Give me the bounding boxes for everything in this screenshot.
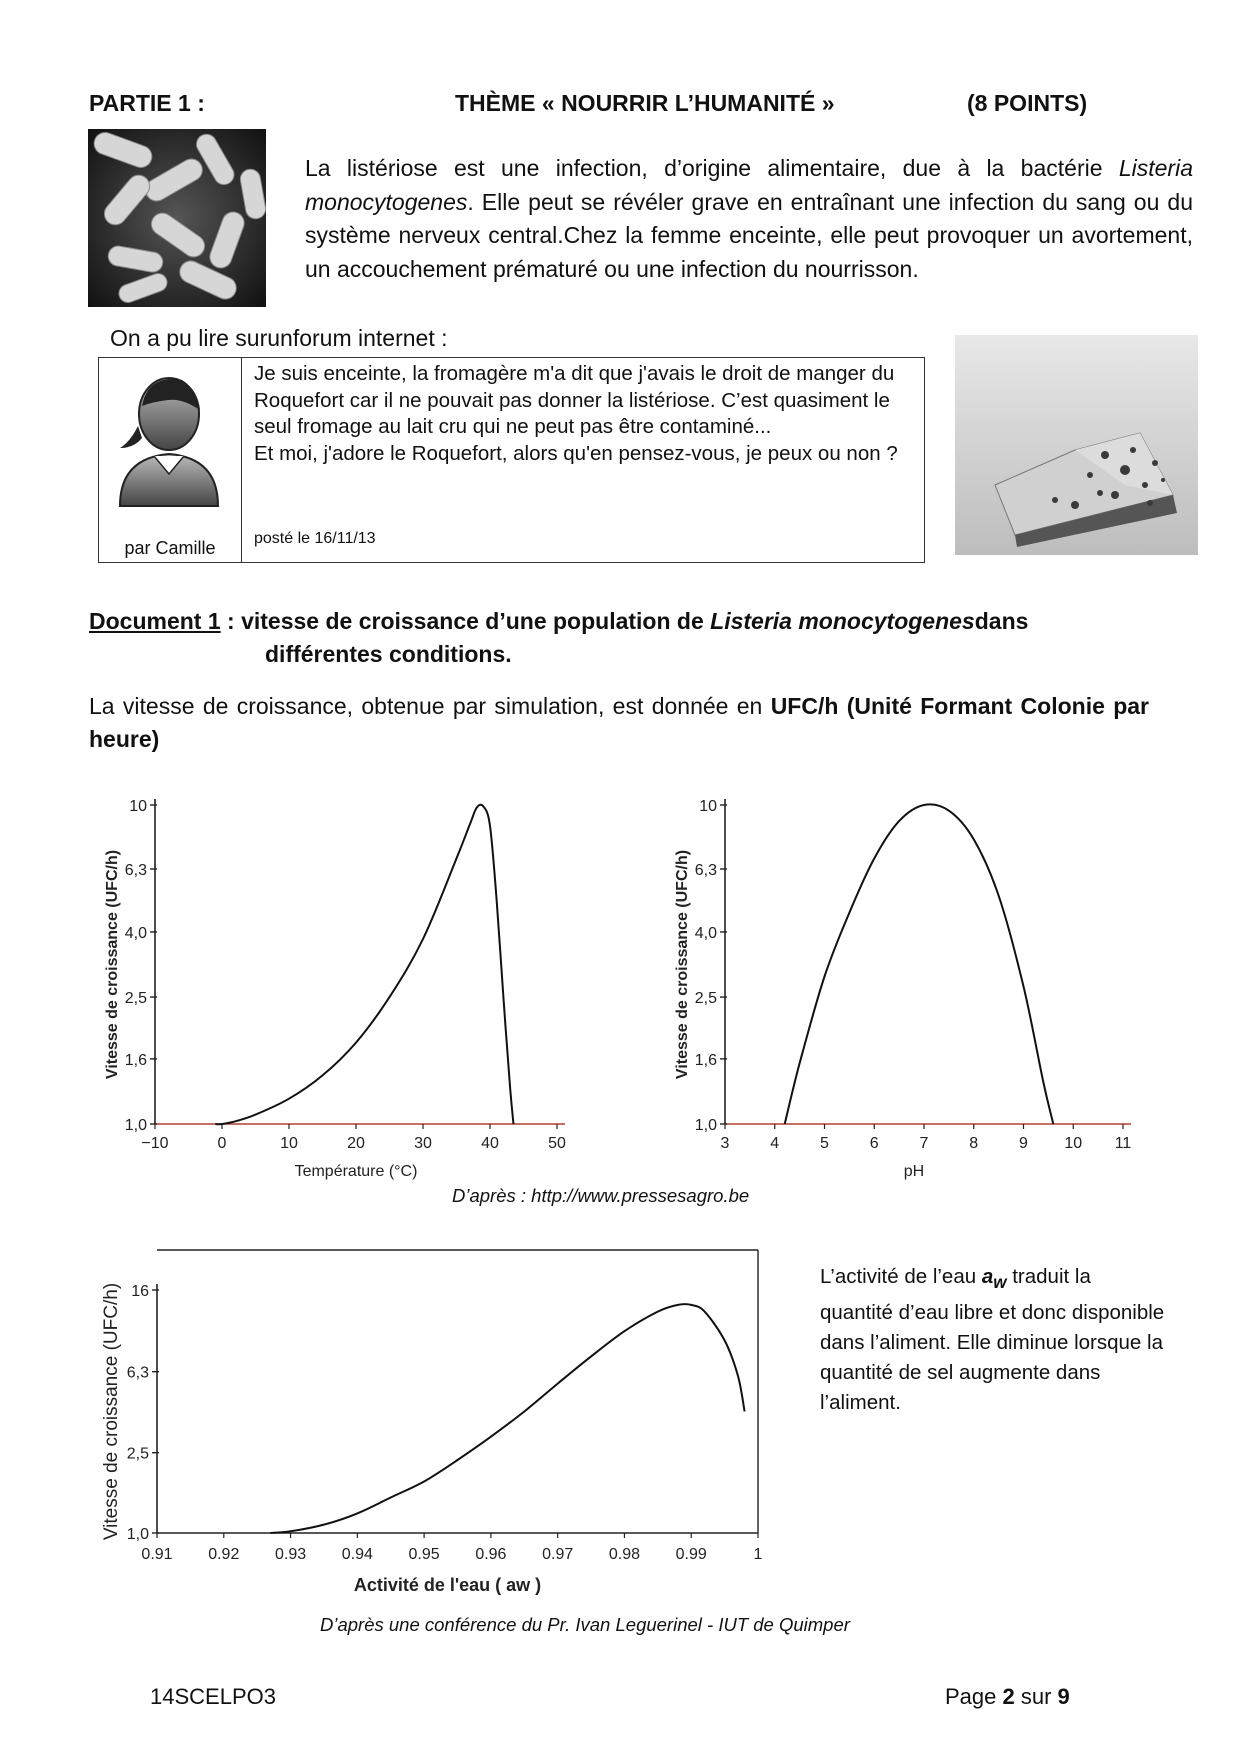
y-tick-label: 2,5 (124, 990, 147, 1008)
listeria-micrograph-image (88, 129, 266, 307)
x-tick-label: 0.97 (542, 1546, 574, 1563)
user-avatar-icon (112, 366, 227, 511)
x-tick-label: 0 (217, 1135, 227, 1152)
x-tick-label: 10 (280, 1135, 298, 1152)
source-conference: D’après une conférence du Pr. Ivan Leguerinel - IUT de Quimper (320, 1614, 850, 1635)
footer-page-prefix: Page (945, 1684, 1003, 1709)
y-tick-label: 1,6 (124, 1051, 147, 1069)
forum-column-divider (241, 358, 242, 562)
x-tick-label: 40 (481, 1135, 499, 1152)
y-tick-label: 10 (129, 798, 147, 815)
footer-code: 14SCELPO3 (150, 1684, 276, 1709)
x-axis-label: Température (°C) (294, 1163, 418, 1180)
document-title (89, 605, 1149, 671)
footer-page-total: 9 (1057, 1684, 1070, 1709)
x-tick-label: 5 (820, 1135, 829, 1152)
intro-text-start: La listériose est une infection, d’origine alimentaire, due à la bactérie (305, 155, 1119, 181)
x-tick-label: 50 (548, 1135, 566, 1152)
forum-post-date: posté le 16/11/13 (254, 530, 376, 547)
x-tick-label: 0.91 (141, 1546, 173, 1563)
source-pressesagro: D’après : http://www.pressesagro.be (452, 1185, 750, 1206)
x-tick-label: 1 (753, 1546, 763, 1563)
x-tick-label: 6 (869, 1135, 879, 1152)
document-desc-unit: UFC/h (770, 693, 839, 719)
growth-curve-line (215, 805, 513, 1124)
x-tick-label: 0.95 (408, 1546, 440, 1563)
y-tick-label: 1,0 (126, 1526, 149, 1543)
document-description (89, 690, 1149, 756)
y-tick-label: 2,5 (126, 1445, 149, 1463)
intro-paragraph (305, 152, 1193, 286)
x-tick-label: 10 (1064, 1135, 1083, 1152)
document-desc-text: La vitesse de croissance, obtenue par simulation, est donnée en (89, 693, 771, 719)
y-tick-label: 4,0 (694, 924, 717, 942)
x-tick-label: 9 (1019, 1135, 1028, 1152)
x-tick-label: 0.98 (608, 1546, 641, 1563)
forum-message (254, 361, 909, 467)
footer-page (945, 1684, 1070, 1710)
ph-chart (665, 785, 1145, 1180)
document-title-line2: différentes conditions. (265, 641, 512, 667)
y-tick-label: 4,0 (124, 924, 147, 942)
x-tick-label: 0.96 (475, 1546, 507, 1563)
forum-author: par Camille (124, 538, 216, 558)
y-axis-label: Vitesse de croissance (UFC/h) (104, 849, 121, 1080)
x-tick-label: −10 (141, 1135, 169, 1152)
aw-note-text-start: L’activité de l’eau (820, 1265, 982, 1288)
document-label: Document 1 (89, 608, 221, 634)
x-tick-label: 0.99 (675, 1546, 707, 1563)
growth-curve-line (271, 1304, 745, 1533)
x-tick-label: 4 (770, 1135, 780, 1152)
document-desc-unit-meaning: (Unité Formant Colonie par heure) (89, 693, 1149, 752)
intro-species-name: Listeria monocytogenes (305, 155, 1193, 215)
document-title-end: dans (974, 608, 1029, 634)
x-tick-label: 20 (347, 1135, 365, 1152)
theme-title: THÈME « NOURRIR L’HUMANITÉ » (455, 90, 835, 116)
roquefort-cheese-image (955, 335, 1198, 555)
forum-message-part-2: Et moi, j'adore le Roquefort, alors qu'en pensez-vous, je peux ou non ? (254, 441, 898, 465)
y-tick-label: 6,3 (126, 1364, 149, 1382)
aw-note-text-end: traduit la quantité d’eau libre et donc disponible dans l’aliment. Elle diminue lorsque la quantité de sel augmente dans l’aliment. (820, 1265, 1165, 1415)
temperature-chart (95, 785, 585, 1180)
y-tick-label: 2,5 (694, 990, 717, 1008)
y-tick-label: 1,0 (694, 1117, 717, 1134)
y-tick-label: 10 (699, 798, 717, 815)
y-axis-label: Vitesse de croissance (UFC/h) (101, 1282, 122, 1541)
y-tick-label: 1,6 (694, 1051, 717, 1069)
x-tick-label: 8 (969, 1135, 979, 1152)
aw-symbol: a (981, 1265, 994, 1288)
x-tick-label: 30 (414, 1135, 432, 1152)
points-label: (8 POINTS) (967, 90, 1088, 116)
forum-post-box (98, 357, 925, 563)
footer-page-sep: sur (1014, 1684, 1058, 1709)
forum-intro: On a pu lire surunforum internet : (110, 325, 448, 351)
document-title-species: Listeria monocytogenes (710, 608, 975, 634)
footer-page-number: 2 (1002, 1684, 1015, 1709)
x-tick-label: 0.92 (208, 1546, 240, 1563)
document-title-text: : vitesse de croissance d’une population de (220, 608, 711, 634)
aw-subscript: w (993, 1273, 1007, 1293)
x-tick-label: 11 (1114, 1135, 1132, 1152)
y-axis-label: Vitesse de croissance (UFC/h) (674, 849, 691, 1080)
part-label: PARTIE 1 : (89, 90, 205, 116)
forum-message-part-1: Je suis enceinte, la fromagère m'a dit que j'avais le droit de manger du Roquefort car il ne pouvait pas donner la listériose. C’est quasiment le seul fromage au lait cru qui ne peut pas être contaminé... (254, 362, 895, 438)
x-tick-label: 0.93 (274, 1546, 307, 1563)
x-tick-label: 7 (919, 1135, 929, 1152)
y-tick-label: 16 (131, 1283, 149, 1300)
growth-curve-line (785, 804, 1054, 1124)
y-tick-label: 1,0 (124, 1117, 147, 1134)
x-tick-label: 3 (720, 1135, 730, 1152)
intro-text-end: . Elle peut se révéler grave en entraînant une infection du sang ou du système nerveux central.Chez la femme enceinte, elle peut provoquer un avortement, un accouchement prématuré ou une infection du nourrisson. (305, 188, 1193, 282)
y-tick-label: 6,3 (694, 862, 717, 880)
x-axis-label: pH (903, 1163, 925, 1180)
x-axis-label: Activité de l'eau ( aw ) (353, 1575, 542, 1595)
water-activity-chart (95, 1240, 785, 1610)
water-activity-note (820, 1262, 1165, 1418)
y-tick-label: 6,3 (124, 862, 147, 880)
x-tick-label: 0.94 (341, 1546, 373, 1563)
